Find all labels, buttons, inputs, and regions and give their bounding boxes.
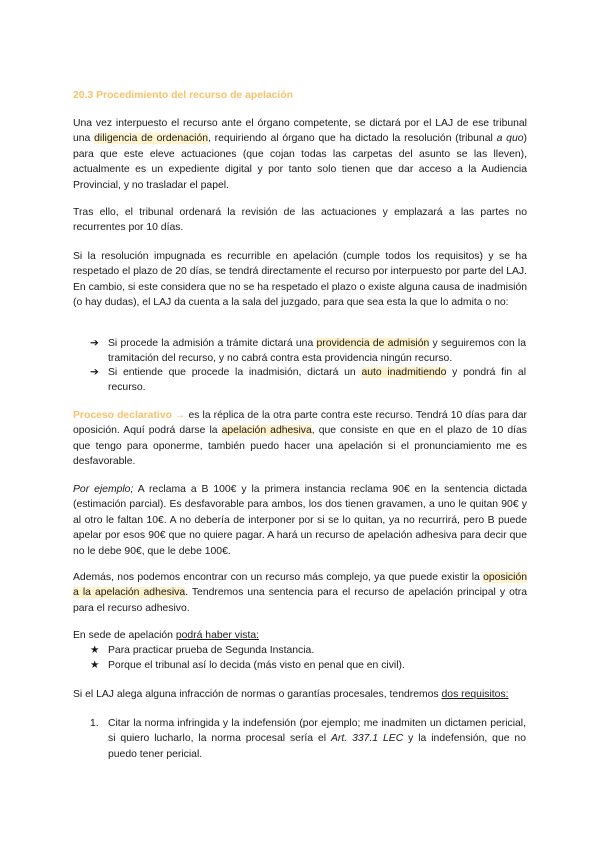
- star-icon: ★: [90, 660, 100, 671]
- highlight-providencia: providencia de admisión: [316, 338, 430, 349]
- star-item-prueba: ★ Para practicar prueba de Segunda Instancia.: [108, 643, 526, 658]
- paragraph-ejemplo: Por ejemplo; A reclama a B 100€ y la primera instancia reclama 90€ en la sentencia dictada (estimación parcial). Es desfavorable para ambos, los dos tienen gravamen, a uno le quitan 90€ y al otro le faltan 10€. A no debería de interponer por si se lo quitan, ya no recurrirá, pero B puede apelar por esos 90€ que no quiere pagar. A hará un recurso de apelación adhesiva para decir que no le debe 90€, que le debe 100€.: [73, 484, 527, 557]
- numbered-item-1: 1. Citar la norma infringida y la indefensión (por ejemplo; me inadmiten un dictamen pericial, si quiero lucharlo, la norma procesal sería el Art. 337.1 LEC y la indefensión, que no puedo tener pericial.: [90, 718, 526, 760]
- paragraph-revision: Tras ello, el tribunal ordenará la revisión de las actuaciones y emplazará a las partes no recurrentes por 10 días.: [73, 207, 527, 234]
- highlight-auto: auto inadmitiendo: [361, 367, 447, 378]
- paragraph-vista: En sede de apelación podrá haber vista:: [73, 630, 260, 641]
- highlight-apelacion-adhesiva: apelación adhesiva: [221, 425, 312, 437]
- paragraph-admision: Si la resolución impugnada es recurrible en apelación (cumple todos los requisitos) y se ha respetado el plazo de 20 días, se tendrá directamente el recurso por interpuesto por parte del LAJ. En cambio, si este considera que no se ha respetado el plazo o existe alguna causa de inadmisión (o hay dudas), el LAJ da cuenta a la sala del juzgado, para que sea esta la que lo admita o no:: [73, 251, 528, 309]
- paragraph-oposicion: Además, nos podemos encontrar con un recurso más complejo, ya que puede existir la oposición a la apelación adhesiva. Tendremos una sentencia para el recurso de apelación principal y otra para el recurso adhesivo.: [73, 572, 527, 614]
- section-heading: 20.3 Procedimiento del recurso de apelación: [73, 90, 294, 101]
- arrow-icon: ➔: [90, 338, 99, 349]
- paragraph-ordenacion: Una vez interpuesto el recurso ante el órgano competente, se dictará por el LAJ de ese tribunal una diligencia de ordenación, requiriendo al órgano que ha dictado la resolución (tribunal a quo) para que este eleve actuaciones (que cojan todas las carpetas del asunto se las lleven), actualmente es un expediente digital y por tanto solo tienen que dar acceso a la Audiencia Provincial, y no trasladar el papel.: [73, 118, 527, 191]
- list-number: 1.: [90, 718, 99, 729]
- highlight-oposicion: oposición a la apelación adhesiva: [73, 572, 527, 599]
- paragraph-requisitos: Si el LAJ alega alguna infracción de normas o garantías procesales, tendremos dos requisitos:: [73, 689, 509, 700]
- bullet-inadmision: ➔ Si entiende que procede la inadmisión, dictará un auto inadmitiendo y pondrá fin al recurso.: [90, 367, 526, 394]
- star-icon: ★: [90, 645, 100, 656]
- bullet-admision: ➔ Si procede la admisión a trámite dictará una providencia de admisión y seguiremos con la tramitación del recurso, y no cabrá contra esta providencia ningún recurso.: [90, 338, 526, 365]
- highlight-diligencia: diligencia de ordenación: [94, 133, 208, 145]
- star-item-tribunal: ★ Porque el tribunal así lo decida (más visto en penal que en civil).: [108, 658, 526, 673]
- arrow-icon: ➔: [90, 367, 99, 378]
- paragraph-proceso-declarativo: Proceso declarativo → es la réplica de la otra parte contra este recurso. Tendrá 10 días para dar oposición. Aquí podrá darse la apelación adhesiva, que consiste en que en el plazo de 10 días que tengo para oponerme, también puedo hacer una apelación si el pronunciamiento me es desfavorable.: [73, 410, 527, 468]
